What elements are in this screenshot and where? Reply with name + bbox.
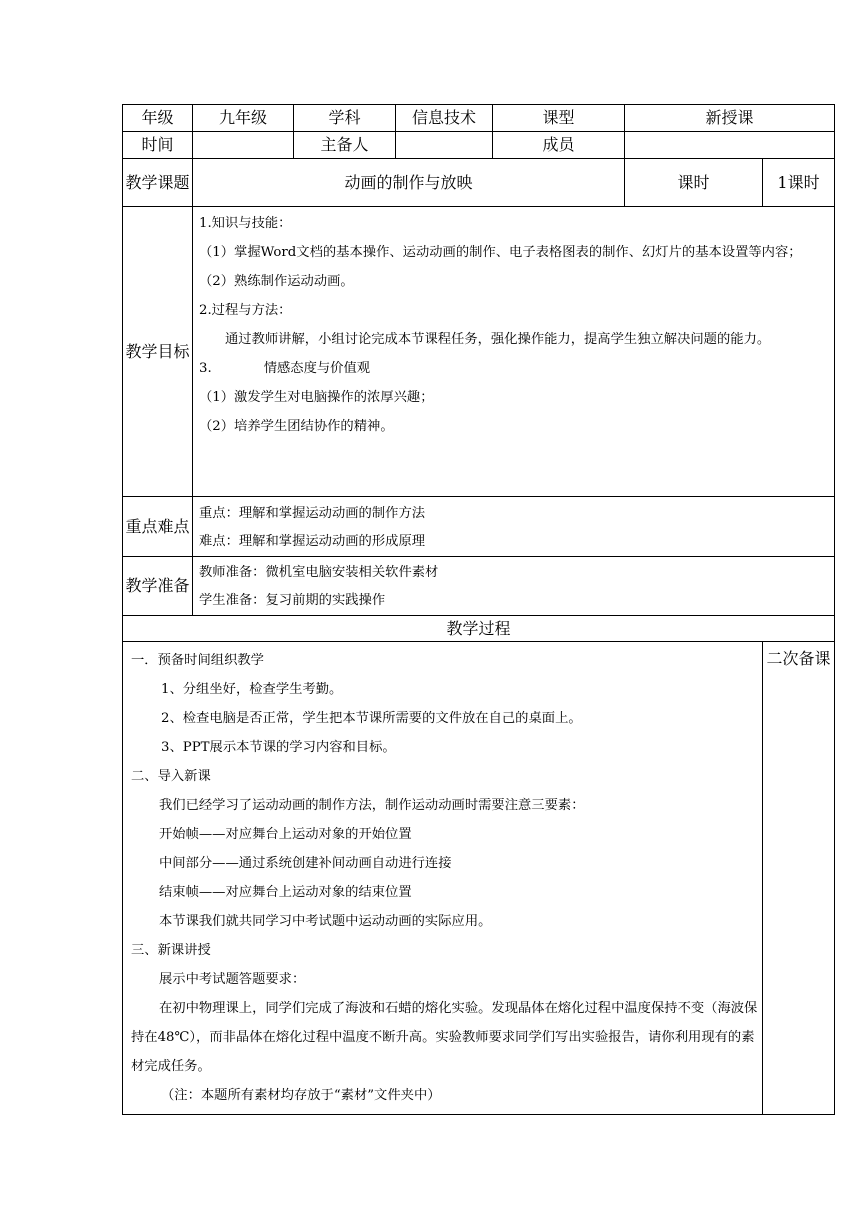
process-line: （注：本题所有素材均存放于“素材”文件夹中） xyxy=(161,1088,441,1103)
key-points-content xyxy=(193,497,835,557)
objective-line: （2）培养学生团结协作的精神。 xyxy=(199,419,394,434)
grade-label: 年级 xyxy=(123,105,193,132)
process-line: 二、导入新课 xyxy=(131,769,211,784)
process-row xyxy=(123,642,835,1115)
objectives-content xyxy=(193,207,835,497)
teacher-preparation: 教师准备：微机室电脑安装相关软件素材 xyxy=(199,565,439,580)
objective-line: （2）熟练制作运动动画。 xyxy=(199,274,354,289)
time-value xyxy=(193,132,294,159)
hours-label: 课时 xyxy=(625,159,763,207)
process-line: 3、PPT展示本节课的学习内容和目标。 xyxy=(161,740,396,755)
process-line: 中间部分——通过系统创建补间动画自动进行连接 xyxy=(159,856,452,871)
objective-heading: 情感态度与价值观 xyxy=(263,361,371,376)
difficulty-text: 难点：理解和掌握运动动画的形成原理 xyxy=(199,533,426,549)
preparation-content xyxy=(193,557,835,616)
subject-value: 信息技术 xyxy=(396,105,493,132)
process-line: 我们已经学习了运动动画的制作方法，制作运动动画时需要注意三要素： xyxy=(159,798,585,813)
preparer-label: 主备人 xyxy=(294,132,396,159)
grade-value: 九年级 xyxy=(193,105,294,132)
key-points-label: 重点难点 xyxy=(123,497,193,557)
process-line: 在初中物理课上，同学们完成了海波和石蜡的熔化实验。发现晶体在熔化过程中温度保持不变（海波保持在48℃），而非晶体在熔化过程中温度不断升高。实验教师要求同学们写出实验报告，请你利用现有的素材完成任务。 xyxy=(131,1001,758,1074)
second-preparation-label: 二次备课 xyxy=(763,642,835,1115)
process-line: 2、检查电脑是否正常，学生把本节课所需要的文件放在自己的桌面上。 xyxy=(161,711,582,726)
members-value xyxy=(625,132,835,159)
time-label: 时间 xyxy=(123,132,193,159)
subject-label: 学科 xyxy=(294,105,396,132)
process-line: 本节课我们就共同学习中考试题中运动动画的实际应用。 xyxy=(159,914,492,929)
members-label: 成员 xyxy=(493,132,625,159)
process-title: 教学过程 xyxy=(123,616,835,642)
lesson-plan-table xyxy=(122,104,835,1115)
objective-line: 2.过程与方法： xyxy=(199,303,292,318)
process-content xyxy=(123,642,763,1115)
objectives-label: 教学目标 xyxy=(123,207,193,497)
header-row-1 xyxy=(123,105,835,132)
header-row-2 xyxy=(123,132,835,159)
process-title-row xyxy=(123,616,835,642)
lesson-type-value: 新授课 xyxy=(625,105,835,132)
lesson-type-label: 课型 xyxy=(493,105,625,132)
objective-line xyxy=(199,354,830,383)
topic-label: 教学课题 xyxy=(123,159,193,207)
student-preparation: 学生准备：复习前期的实践操作 xyxy=(199,593,386,608)
objectives-row xyxy=(123,207,835,497)
preparer-value xyxy=(396,132,493,159)
process-line: 1、分组坐好，检查学生考勤。 xyxy=(161,682,343,697)
preparation-label: 教学准备 xyxy=(123,557,193,616)
preparation-row xyxy=(123,557,835,616)
objective-line: （1）掌握Word文档的基本操作、运动动画的制作、电子表格图表的制作、幻灯片的基本设置等内容； xyxy=(199,245,802,260)
hours-value: 1课时 xyxy=(763,159,835,207)
objective-number: 3. xyxy=(199,361,212,376)
objective-line: （1）激发学生对电脑操作的浓厚兴趣； xyxy=(199,390,434,405)
objective-line: 通过教师讲解，小组讨论完成本节课程任务，强化操作能力，提高学生独立解决问题的能力。 xyxy=(225,332,771,347)
process-line: 展示中考试题答题要求： xyxy=(159,972,306,987)
objective-line: 1.知识与技能： xyxy=(199,216,292,231)
key-points-row xyxy=(123,497,835,557)
topic-title: 动画的制作与放映 xyxy=(193,159,625,207)
process-line: 三、新课讲授 xyxy=(131,943,211,958)
topic-row xyxy=(123,159,835,207)
process-line: 结束帧——对应舞台上运动对象的结束位置 xyxy=(159,885,412,900)
process-line: 一．预备时间组织教学 xyxy=(131,653,264,668)
process-line: 开始帧——对应舞台上运动对象的开始位置 xyxy=(159,827,412,842)
focus-text: 重点：理解和掌握运动动画的制作方法 xyxy=(199,505,426,521)
